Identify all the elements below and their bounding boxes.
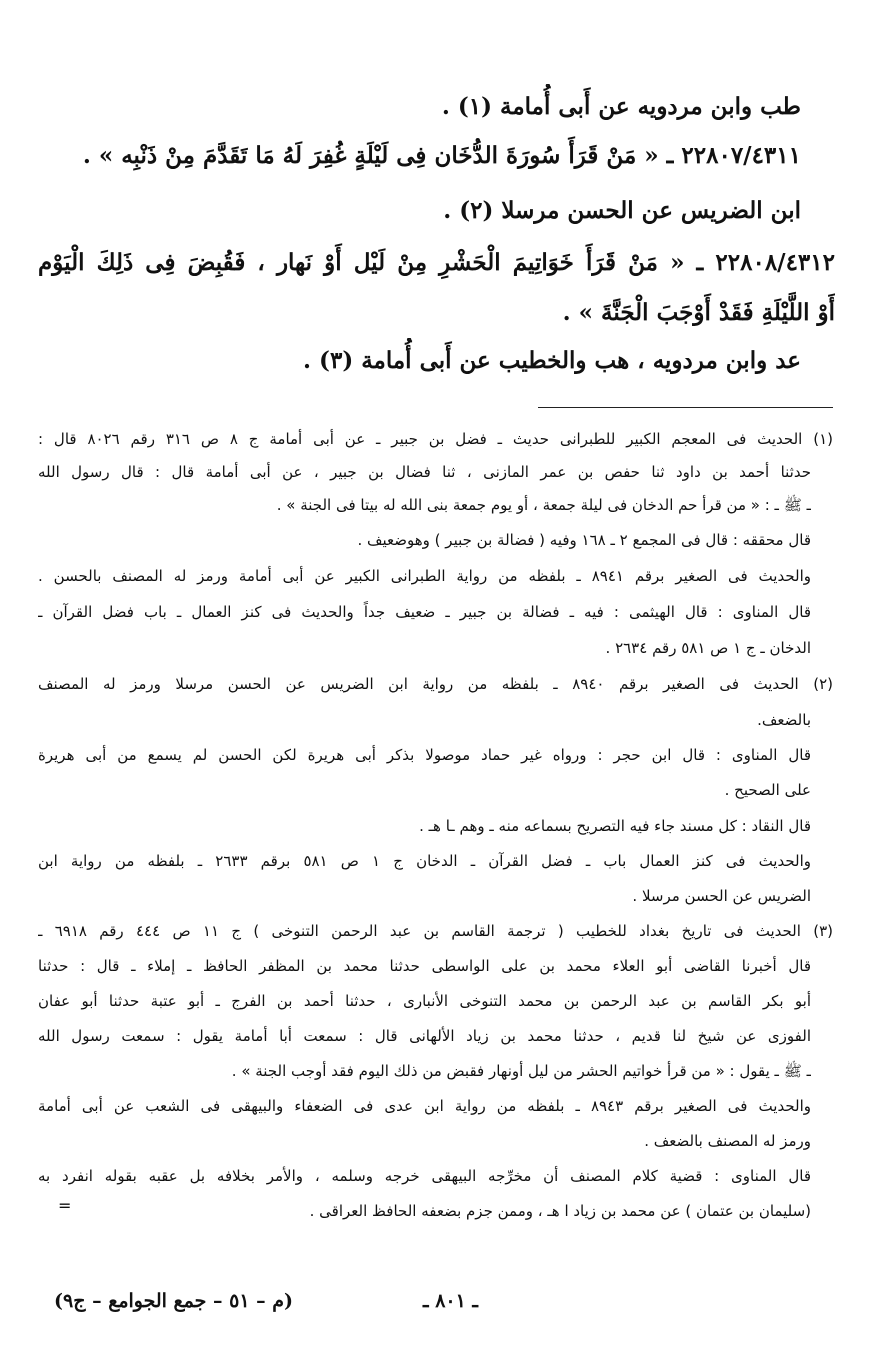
- footnote-2-line-5: قال النقاد : كل مسند جاء فيه التصريح بسماعه منه ـ وهم ـا هـ .: [419, 817, 811, 835]
- footnote-2-line-7: الضريس عن الحسن مرسلا .: [632, 887, 811, 905]
- footnote-separator: [538, 407, 833, 408]
- footnote-3-line-3: أبو بكر القاسم بن عبد الرحمن بن محمد التنوخى الأنبارى ، حدثنا أحمد بن الفرج ـ أبو عتبة حدثنا أبو عفان: [38, 992, 811, 1010]
- footnote-3-line-4: الفوزى عن شيخ لنا قديم ، حدثنا محمد بن زياد الألهانى قال : سمعت أبا أمامة يقول : سمعت رسول الله: [38, 1027, 811, 1045]
- signature-mark: (م – ٥١ – جمع الجوامع – ج٩): [54, 1290, 294, 1312]
- footnote-2-line-4: على الصحيح .: [724, 781, 811, 799]
- hadith-4312: ٢٢٨٠٨/٤٣١٢ ـ « مَنْ قَرَأَ خَوَاتِيمَ الْحَشْرِ مِنْ لَيْل أَوْ نَهار ، فَقُبِضَ فِى ذَلِكَ الْيَوْم: [38, 249, 835, 276]
- footnote-3-line-2: قال أخبرنا القاضى أبو العلاء محمد بن على الواسطى حدثنا محمد بن المظفر الحافظ ـ إملاء ـ قال : حدثنا: [38, 957, 811, 975]
- footnote-2-line-3: قال المناوى : قال ابن حجر : ورواه غير حماد موصولا بذكر أبى هريرة لكن الحسن لم يسمع من أبى هريرة: [38, 746, 811, 764]
- footnote-1-line-7: الدخان ـ ج ١ ص ٥٨١ رقم ٢٦٣٤ .: [605, 639, 811, 657]
- main-line-3: ابن الضريس عن الحسن مرسلا (٢) .: [443, 197, 801, 224]
- footnote-3-line-7: ورمز له المصنف بالضعف .: [644, 1132, 811, 1150]
- footnote-1-line-3: ـ ﷺ ـ : « من قرأ حم الدخان فى ليلة جمعة ، أو يوم جمعة بنى الله له بيتا فى الجنة » .: [276, 496, 811, 514]
- main-line-1: طب وابن مردويه عن أَبى أُمامة (١) .: [441, 93, 801, 120]
- footnote-3-line-6: والحديث فى الصغير برقم ٨٩٤٣ ـ بلفظه من رواية ابن عدى فى الضعفاء والبيهقى فى الشعب عن أبى أمامة: [38, 1097, 811, 1115]
- footnote-2-line-6: والحديث فى كنز العمال باب ـ فضل القرآن ـ الدخان ج ١ ص ٥٨١ برقم ٢٦٣٣ ـ بلفظه من رواية ابن: [38, 852, 811, 870]
- footnote-1-line-6: قال المناوى : قال الهيثمى : فيه ـ فضالة بن جبير ـ ضعيف جداً والحديث فى كنز العمال ـ باب فضل القرآن ـ: [38, 603, 811, 621]
- footnote-1-line-2: حدثنا أحمد بن داود ثنا حفص بن عمر المازنى ، ثنا فضال بن جبير ، عن أبى أمامة قال : قال رسول الله: [38, 463, 811, 481]
- footnote-1-line-1: (١) الحديث فى المعجم الكبير للطبرانى حديث ـ فضل بن جبير ـ عن أبى أمامة ج ٨ ص ٣١٦ رقم ٨٠٢٦ قال :: [38, 430, 833, 448]
- hadith-4312-cont: أَوْ اللَّيْلَةِ فَقَدْ أَوْجَبَ الْجَنَّةَ » .: [562, 299, 835, 326]
- footnote-3-line-9: (سليمان بن عتمان ) عن محمد بن زياد ا هـ ، وممن جزم بضعفه الحافظ العراقى .: [309, 1202, 811, 1220]
- footnote-2-line-2: بالضعف.: [757, 711, 811, 729]
- continuation-mark: =: [58, 1196, 72, 1215]
- footnote-3-line-8: قال المناوى : قضية كلام المصنف أن مخرِّجه البيهقى خرجه وسلمه ، والأمر بخلافه بل عقبه بقوله انفرد به: [38, 1167, 811, 1185]
- footnote-1-line-4: قال محققه : قال فى المجمع ٢ ـ ١٦٨ وفيه ( فضالة بن جبير ) وهوضعيف .: [357, 531, 811, 549]
- hadith-4311: ٢٢٨٠٧/٤٣١١ ـ « مَنْ قَرَأَ سُورَةَ الدُّخَان فِى لَيْلَةٍ غُفِرَ لَهُ مَا تَقَدَّمَ مِنْ ذَنْبِه » .: [82, 142, 801, 169]
- main-line-6: عد وابن مردويه ، هب والخطيب عن أَبى أُمامة (٣) .: [303, 347, 801, 374]
- footnote-2-line-1: (٢) الحديث فى الصغير برقم ٨٩٤٠ ـ بلفظه من رواية ابن الضريس عن الحسن مرسلا ورمز له المصنف: [38, 675, 833, 693]
- footnote-1-line-5: والحديث فى الصغير برقم ٨٩٤١ ـ بلفظه من رواية الطبرانى الكبير عن أبى أمامة ورمز له المصنف بالحسن .: [38, 567, 811, 585]
- footnote-3-line-5: ـ ﷺ ـ يقول : « من قرأ خواتيم الحشر من ليل أونهار فقبض من ذلك اليوم فقد أوجب الجنة » .: [231, 1062, 811, 1080]
- page-number: ـ ٨٠١ ـ: [423, 1290, 478, 1312]
- footnote-3-line-1: (٣) الحديث فى تاريخ بغداد للخطيب ( ترجمة القاسم بن عبد الرحمن التنوخى ) ج ١١ ص ٤٤٤ رقم ٦٩١٨ ـ: [38, 922, 833, 940]
